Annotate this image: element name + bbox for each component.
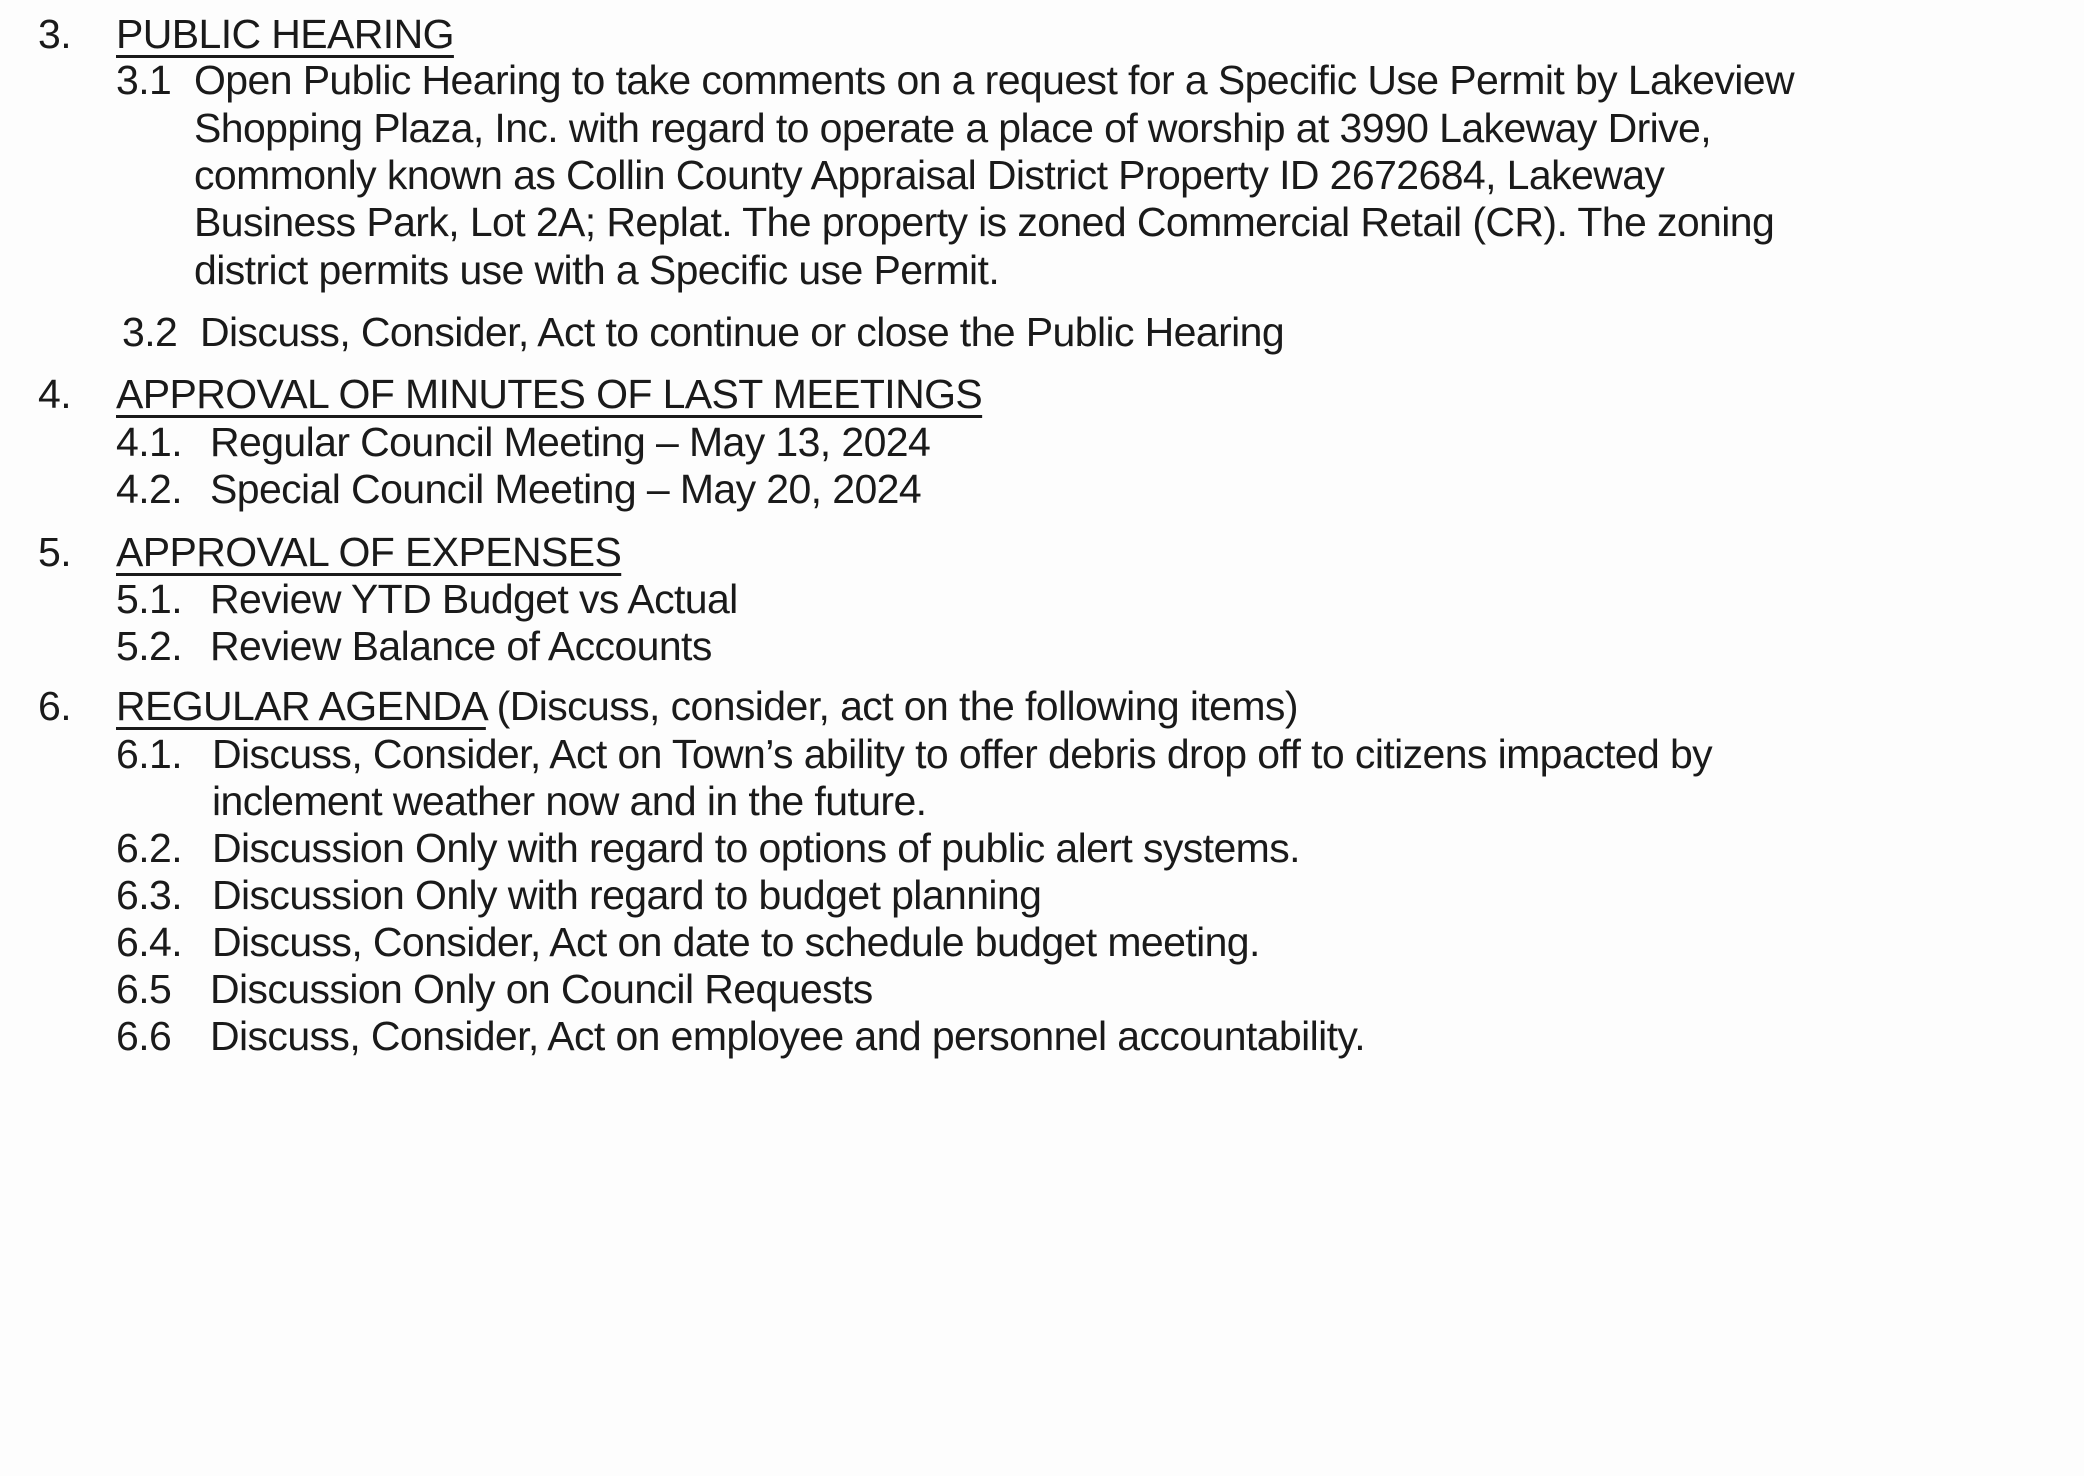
item-text-line-3: commonly known as Collin County Appraisal District Property ID 2672684, Lakeway: [194, 152, 1665, 198]
agenda-item-6-6: [116, 1012, 1365, 1060]
item-text: Review YTD Budget vs Actual: [210, 576, 738, 622]
section-5-heading: [38, 528, 621, 576]
item-number: 4.1.: [116, 419, 182, 465]
item-text: Discuss, Consider, Act to continue or close the Public Hearing: [200, 309, 1285, 355]
item-text: Discussion Only with regard to budget planning: [212, 872, 1042, 918]
item-text: Special Council Meeting – May 20, 2024: [210, 466, 922, 512]
agenda-item-5-2: [116, 622, 712, 670]
section-3-heading: [38, 10, 454, 58]
item-text-line-2: inclement weather now and in the future.: [212, 778, 927, 824]
item-number: 3.1: [116, 57, 172, 103]
item-text: Regular Council Meeting – May 13, 2024: [210, 419, 931, 465]
item-text: Discussion Only on Council Requests: [210, 966, 873, 1012]
agenda-item-6-4: [116, 918, 1260, 966]
item-number: 6.1.: [116, 731, 182, 777]
section-title: PUBLIC HEARING: [116, 11, 454, 57]
section-title: APPROVAL OF MINUTES OF LAST MEETINGS: [116, 371, 983, 417]
section-4-heading: [38, 370, 982, 418]
agenda-item-6-1: [116, 730, 1712, 778]
agenda-item-3-2: [122, 308, 1284, 356]
item-text-line-1: Open Public Hearing to take comments on a request for a Specific Use Permit by Lakeview: [194, 57, 1794, 103]
item-number: 6.3.: [116, 872, 182, 918]
section-number: 4.: [38, 371, 71, 417]
item-text-line-5: district permits use with a Specific use Permit.: [194, 247, 1000, 293]
section-6-heading: [38, 682, 1298, 730]
item-text: Discuss, Consider, Act on date to schedule budget meeting.: [212, 919, 1260, 965]
item-text-line-2: Shopping Plaza, Inc. with regard to operate a place of worship at 3990 Lakeway Drive,: [194, 105, 1712, 151]
item-number: 6.5: [116, 966, 172, 1012]
item-number: 6.6: [116, 1013, 172, 1059]
agenda-item-6-2: [116, 824, 1300, 872]
agenda-item-3-1: [116, 56, 1794, 104]
agenda-item-5-1: [116, 575, 738, 623]
item-number: 4.2.: [116, 466, 182, 512]
item-text: Discussion Only with regard to options of public alert systems.: [212, 825, 1300, 871]
item-number: 5.1.: [116, 576, 182, 622]
agenda-item-4-2: [116, 465, 921, 513]
section-title: APPROVAL OF EXPENSES: [116, 529, 622, 575]
item-text: Discuss, Consider, Act on employee and personnel accountability.: [210, 1013, 1366, 1059]
section-title-note: (Discuss, consider, act on the following items): [485, 683, 1298, 729]
section-number: 5.: [38, 529, 71, 575]
section-number: 3.: [38, 11, 71, 57]
agenda-item-6-3: [116, 871, 1041, 919]
item-number: 3.2: [122, 309, 178, 355]
section-title: REGULAR AGENDA: [116, 683, 486, 729]
item-number: 6.2.: [116, 825, 182, 871]
item-number: 6.4.: [116, 919, 182, 965]
section-number: 6.: [38, 683, 71, 729]
item-text-line-1: Discuss, Consider, Act on Town’s ability to offer debris drop off to citizens impacted by: [212, 731, 1713, 777]
item-number: 5.2.: [116, 623, 182, 669]
item-text-line-4: Business Park, Lot 2A; Replat. The property is zoned Commercial Retail (CR). The zoning: [194, 199, 1775, 245]
agenda-item-6-5: [116, 965, 873, 1013]
agenda-item-4-1: [116, 418, 930, 466]
item-text: Review Balance of Accounts: [210, 623, 712, 669]
